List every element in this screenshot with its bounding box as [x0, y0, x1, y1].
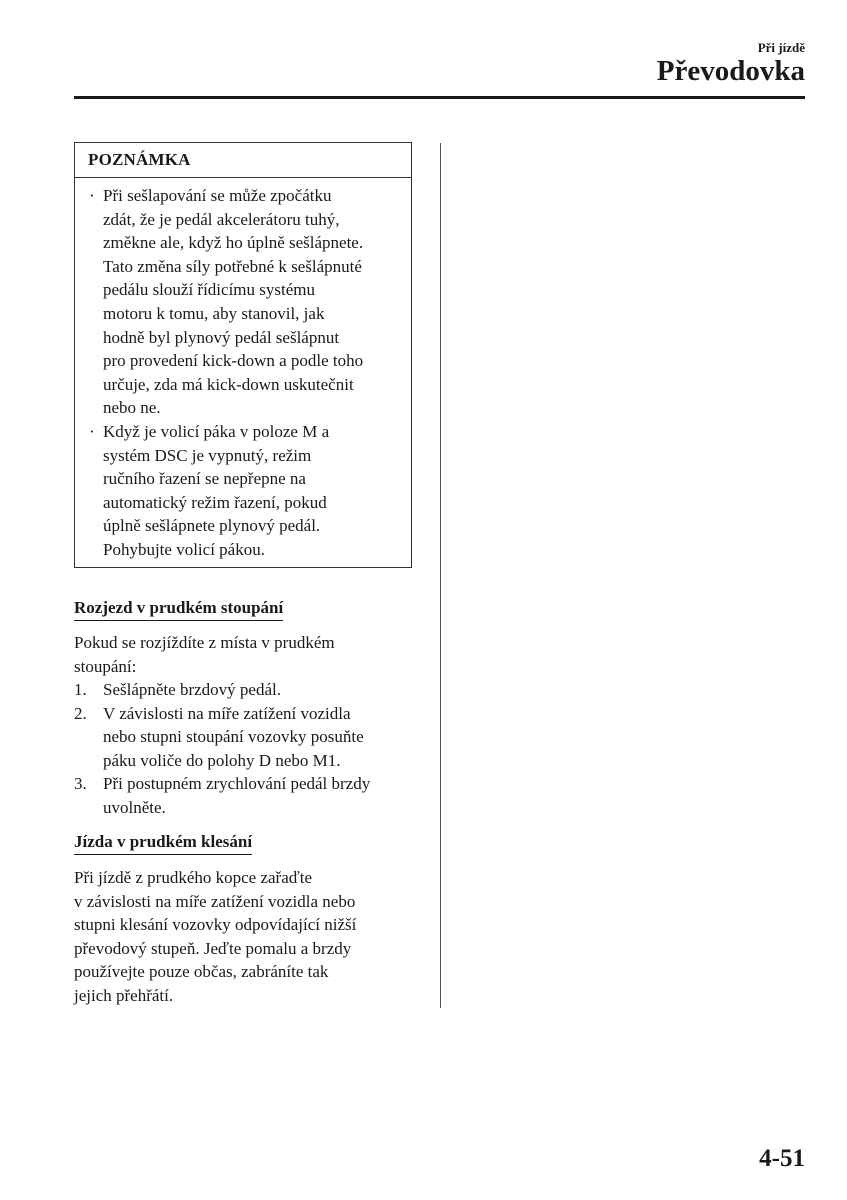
section-title-uphill-start: Rozjezd v prudkém stoupání [74, 598, 283, 621]
note-item-text: Když je volicí páka v poloze M a systém DSC je vypnutý, režim ručního řazení se nepřepne na automatický režim řazení, pokud úplně sešlápnete plynový pedál. Pohybujte volicí pákou. [103, 421, 330, 559]
step-number: 2. [74, 703, 87, 723]
step-number: 1. [74, 680, 87, 699]
section-title-downhill: Jízda v prudkém klesání [74, 832, 252, 855]
page-number: 4-51 [759, 1145, 805, 1172]
column-divider [440, 143, 441, 1008]
running-header-section: Při jízdě [757, 40, 805, 55]
step-text: Sešlápněte brzdový pedál. [103, 680, 281, 699]
page-title: Převodovka [656, 55, 805, 87]
note-item-text: Při sešlapování se může zpočátku zdát, že je pedál akcelerátoru tuhý, změkne ale, když ho úplně sešlápnete. Tato změna síly potřebné k sešlápnuté pedálu slouží řídicímu systému motoru k tomu, aby stanovil, jak hodně byl plynový pedál sešlápnut pro provedení kick-down a podle toho určuje, zda má kick-down uskutečnit nebo ne. [103, 186, 364, 418]
note-item [89, 184, 403, 420]
note-heading: POZNÁMKA [75, 143, 411, 178]
step-text: Při postupném zrychlování pedál brzdy uvolněte. [103, 774, 371, 817]
step-item [74, 678, 419, 702]
bullet-marker: · [89, 186, 95, 205]
step-number: 3. [74, 774, 87, 794]
note-item [89, 420, 403, 562]
step-item [74, 702, 419, 773]
uphill-steps-list [74, 678, 419, 820]
uphill-intro-paragraph: Pokud se rozjíždíte z místa v prudkém stoupání: [74, 633, 335, 676]
step-text: V závislosti na míře zatížení vozidla nebo stupni stoupání vozovky posuňte páku voliče do polohy D nebo M1. [103, 703, 364, 770]
downhill-paragraph: Při jízdě z prudkého kopce zařaďte v závislosti na míře zatížení vozidla nebo stupni klesání vozovky odpovídající nižší převodový stupeň. Jeďte pomalu a brzdy používejte pouze občas, zabráníte tak jejich přehřátí. [74, 868, 357, 1005]
step-item [74, 772, 419, 819]
header-divider [74, 96, 805, 99]
note-list [75, 178, 411, 562]
note-box [74, 142, 412, 568]
bullet-marker: · [89, 421, 95, 441]
